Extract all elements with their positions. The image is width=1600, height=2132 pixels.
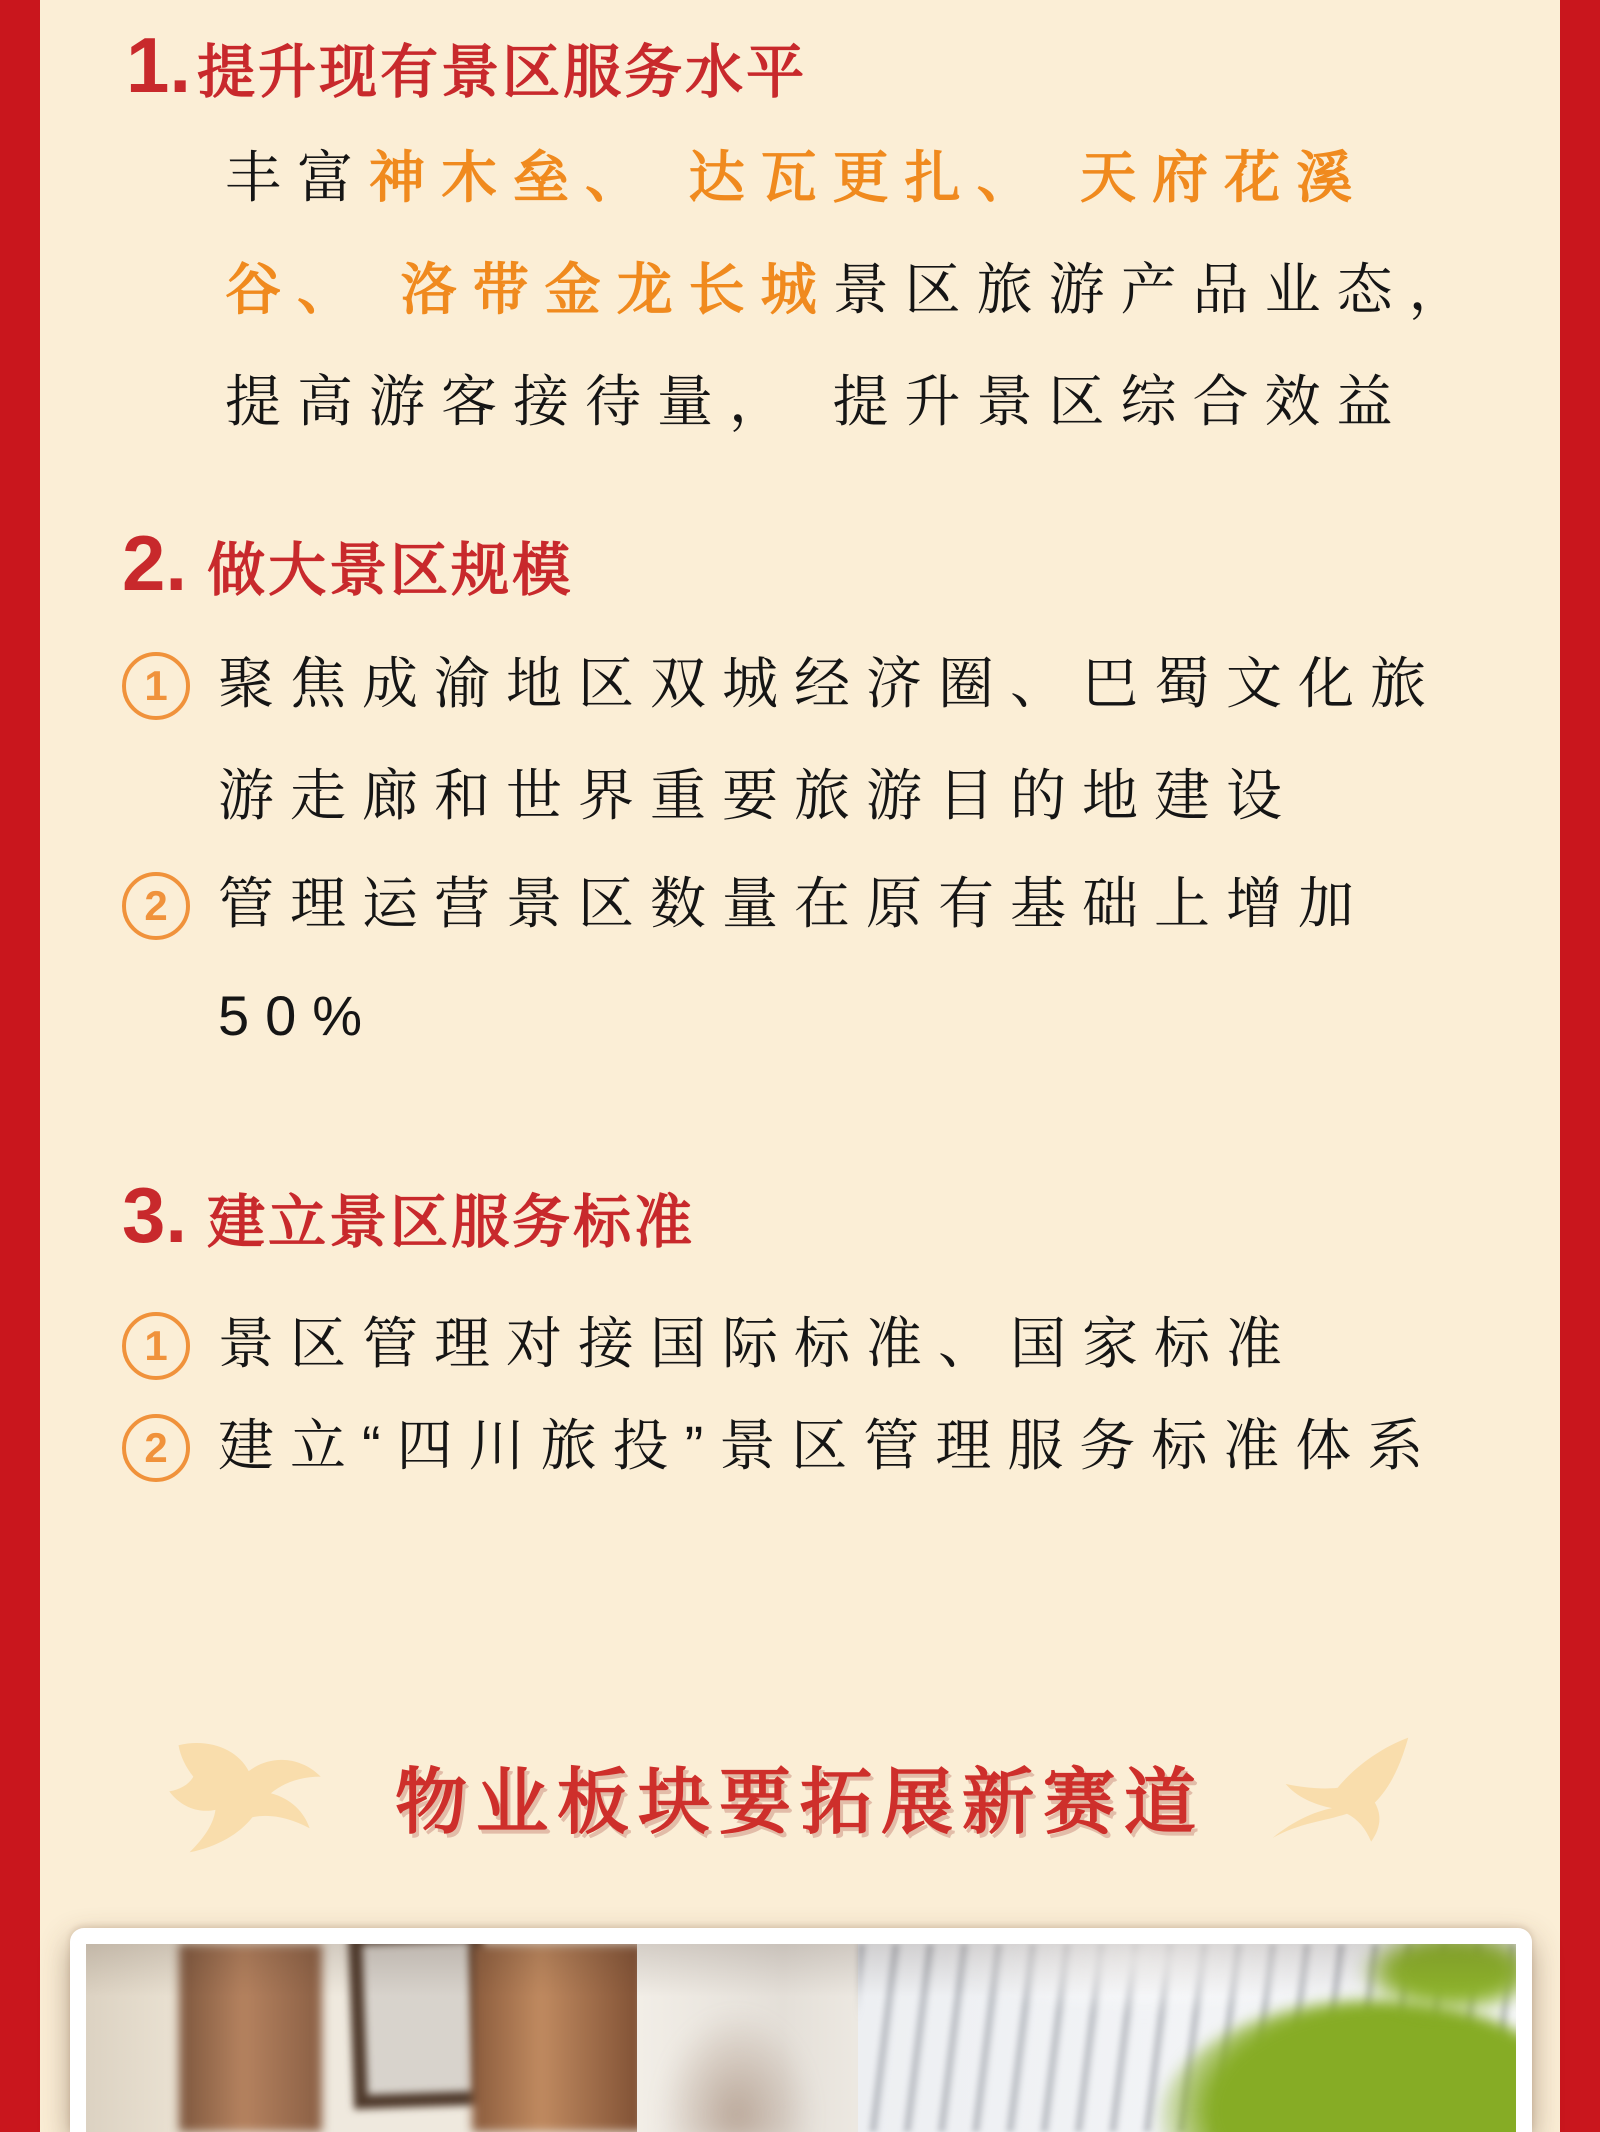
section-2-title: 做大景区规模 — [207, 538, 574, 603]
list-item-text: 聚焦成渝地区双城经济圈、巴蜀文化旅游走廊和世界重要旅游目的地建设 — [218, 652, 1442, 827]
section-2-heading — [122, 519, 574, 607]
circled-number-icon: 2 — [122, 872, 190, 940]
scenic-area-name: 天府花溪谷、 — [225, 146, 1369, 321]
scenic-area-name: 达瓦更扎、 — [688, 146, 1081, 209]
photo-green-leaf — [1359, 1944, 1516, 2014]
photo-shadow — [658, 2010, 815, 2132]
photo-highlight — [915, 1944, 1373, 2019]
section-3-heading — [122, 1171, 696, 1259]
photo-green-leaf — [1159, 2000, 1517, 2132]
section-3-number: 3. — [122, 1171, 188, 1259]
section-1-heading — [126, 21, 808, 109]
section-1-title: 提升现有景区服务水平 — [197, 40, 808, 105]
list-item-text: 管理运营景区数量在原有基础上增加50% — [218, 872, 1370, 1047]
list-item — [122, 628, 1474, 852]
scenic-area-name: 神木垒、 — [369, 146, 689, 209]
section-1-paragraph — [225, 122, 1497, 458]
section-1-number: 1. — [126, 21, 192, 109]
paragraph-text: 景区旅游产品业态， 提高游客接待量， 提升景区综合效益 — [225, 258, 1481, 433]
photo-card — [70, 1928, 1532, 2132]
list-item-text: 景区管理对接国际标准、国家标准 — [218, 1312, 1298, 1375]
circled-number-icon: 2 — [122, 1414, 190, 1482]
list-item — [122, 1390, 1474, 1502]
circled-number-icon: 1 — [122, 652, 190, 720]
scenic-area-name: 洛带金龙长城 — [400, 258, 833, 321]
section-3-title: 建立景区服务标准 — [207, 1190, 696, 1255]
photo-marble-wall — [858, 1944, 1516, 2132]
section-2-number: 2. — [122, 519, 188, 607]
list-item — [122, 848, 1474, 1072]
photo-wall-left — [86, 1944, 215, 2132]
photo-wood-post — [179, 1944, 322, 2132]
photo-wood-post — [472, 1944, 644, 2132]
list-item-text: 建立“四川旅投”景区管理服务标准体系 — [218, 1414, 1440, 1477]
interior-photo — [86, 1944, 1516, 2132]
photo-picture-frame — [347, 1944, 488, 2110]
photo-mid-wall — [637, 1944, 880, 2132]
paragraph-text: 丰富 — [225, 146, 369, 209]
circled-number-icon: 1 — [122, 1312, 190, 1380]
banner-title: 物业板块要拓展新赛道 — [394, 1763, 1205, 1843]
list-item — [122, 1288, 1474, 1400]
